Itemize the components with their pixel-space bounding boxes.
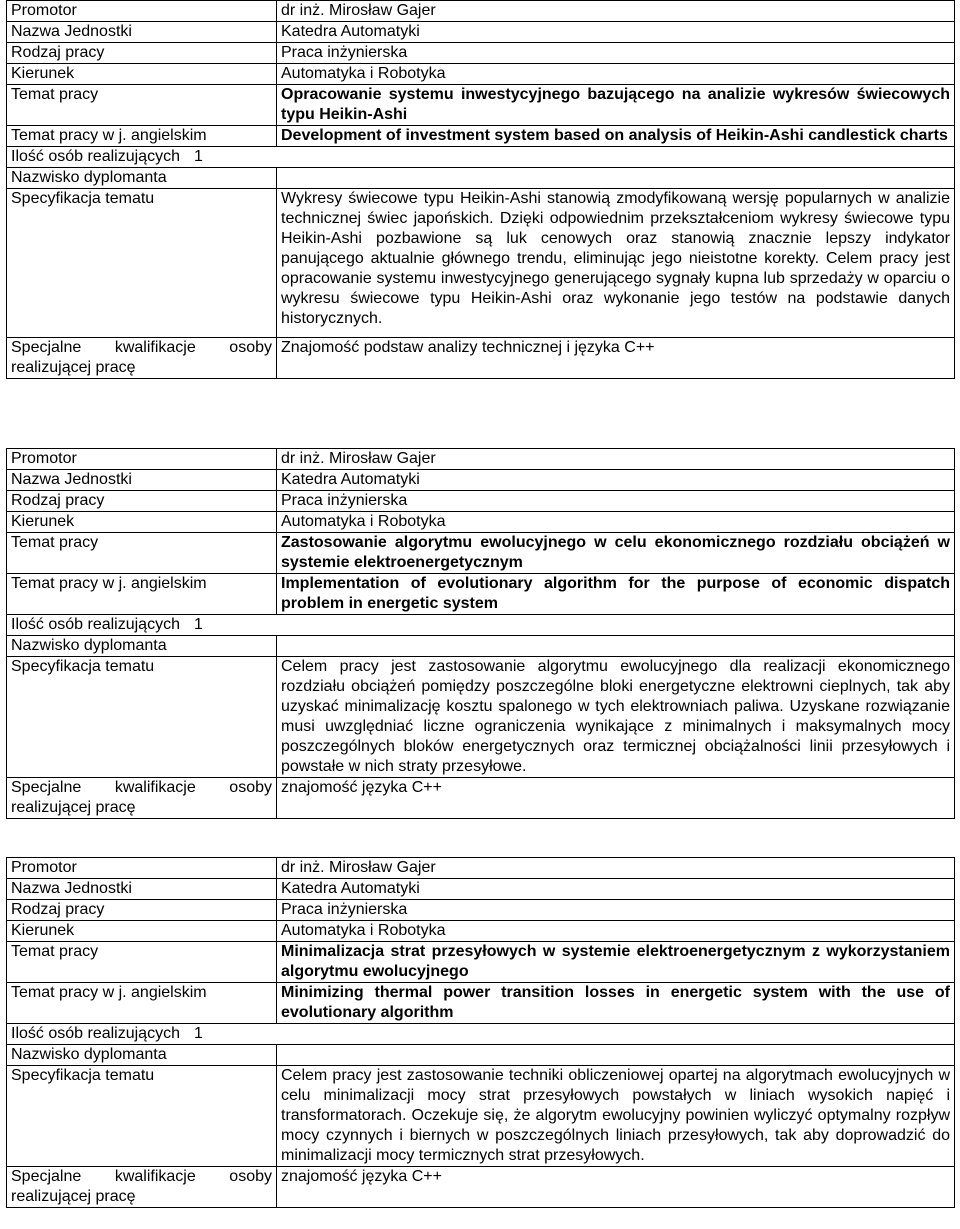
row-temat (7, 85, 955, 126)
ilosc-label: Ilość osób realizujących (11, 1025, 180, 1042)
kwal-label-line1 (11, 338, 272, 358)
temat-label: Temat pracy (7, 942, 277, 983)
row-dyplomant (7, 636, 955, 657)
kwal-label-line1 (11, 1167, 272, 1187)
row-jednostka (7, 470, 955, 491)
thesis-record-2 (6, 448, 954, 819)
row-jednostka (7, 22, 955, 43)
thesis-table (6, 857, 955, 1208)
row-rodzaj (7, 43, 955, 64)
spec-label: Specyfikacja tematu (7, 1066, 277, 1167)
kwal-label-line1 (11, 778, 272, 798)
kwal-label-word3: osoby (229, 779, 272, 796)
ilosc-value: 1 (193, 148, 203, 165)
row-kierunek (7, 512, 955, 533)
row-spec (7, 657, 955, 778)
thesis-table (6, 0, 955, 379)
kwal-label-word1: Specjalne (11, 779, 82, 796)
kwal-label-word2: kwalifikacje (114, 339, 196, 356)
temat-en-label: Temat pracy w j. angielskim (7, 574, 277, 615)
promotor-label: Promotor (7, 1, 277, 22)
spec-label: Specyfikacja tematu (7, 657, 277, 778)
jednostka-value: Katedra Automatyki (277, 470, 955, 491)
spec-label: Specyfikacja tematu (7, 189, 277, 338)
kwal-label-word3: osoby (229, 339, 272, 356)
promotor-value: dr inż. Mirosław Gajer (277, 449, 955, 470)
row-ilosc (7, 147, 955, 168)
temat-en-value: Minimizing thermal power transition losses in energetic system with the use of evolutionary algorithm (277, 983, 955, 1024)
row-temat (7, 533, 955, 574)
jednostka-value: Katedra Automatyki (277, 22, 955, 43)
kwal-value: Znajomość podstaw analizy technicznej i języka C++ (277, 338, 955, 379)
row-temat-en (7, 574, 955, 615)
row-kwalifikacje (7, 778, 955, 819)
kwal-label-word3: osoby (229, 1168, 272, 1185)
rodzaj-label: Rodzaj pracy (7, 43, 277, 64)
row-temat (7, 942, 955, 983)
ilosc-value: 1 (193, 616, 203, 633)
dyplomant-value (277, 1045, 955, 1066)
row-spec (7, 1066, 955, 1167)
dyplomant-value (277, 168, 955, 189)
row-promotor (7, 858, 955, 879)
thesis-record-3 (6, 857, 954, 1208)
ilosc-label: Ilość osób realizujących (11, 148, 180, 165)
kierunek-value: Automatyka i Robotyka (277, 921, 955, 942)
kwal-value: znajomość języka C++ (277, 1167, 955, 1208)
kwal-label-word1: Specjalne (11, 1168, 82, 1185)
kierunek-label: Kierunek (7, 921, 277, 942)
promotor-label: Promotor (7, 449, 277, 470)
ilosc-label: Ilość osób realizujących (11, 616, 180, 633)
temat-value: Minimalizacja strat przesyłowych w systemie elektroenergetycznym z wykorzystaniem algorytmu ewolucyjnego (277, 942, 955, 983)
temat-value: Zastosowanie algorytmu ewolucyjnego w celu ekonomicznego rozdziału obciążeń w systemie elektroenergetycznym (277, 533, 955, 574)
promotor-value: dr inż. Mirosław Gajer (277, 1, 955, 22)
ilosc-cell (7, 147, 955, 168)
jednostka-value: Katedra Automatyki (277, 879, 955, 900)
temat-label: Temat pracy (7, 533, 277, 574)
kierunek-value: Automatyka i Robotyka (277, 512, 955, 533)
row-temat-en (7, 983, 955, 1024)
ilosc-cell (7, 615, 955, 636)
kwal-value: znajomość języka C++ (277, 778, 955, 819)
dyplomant-label: Nazwisko dyplomanta (7, 1045, 277, 1066)
kierunek-label: Kierunek (7, 512, 277, 533)
row-ilosc (7, 615, 955, 636)
row-temat-en (7, 126, 955, 147)
dyplomant-value (277, 636, 955, 657)
kierunek-value: Automatyka i Robotyka (277, 64, 955, 85)
kierunek-label: Kierunek (7, 64, 277, 85)
kwal-label-line2: realizującej pracę (11, 799, 136, 816)
jednostka-label: Nazwa Jednostki (7, 879, 277, 900)
ilosc-cell (7, 1024, 955, 1045)
row-kierunek (7, 921, 955, 942)
spec-value: Celem pracy jest zastosowanie techniki obliczeniowej opartej na algorytmach ewolucyjnych w celu minimalizacji mocy strat przesyłowych powstałych w liniach wysokich napięć i transformatorach. Oczekuje się, że algorytm ewolucyjny powinien wyliczyć optymalny rozpływ mocy czynnych i biernych w poszczególnych liniach przesyłowych, tak aby doprowadzić do minimalizacji mocy termicznych strat przesyłowych. (277, 1066, 955, 1167)
promotor-label: Promotor (7, 858, 277, 879)
thesis-table (6, 448, 955, 819)
ilosc-value: 1 (193, 1025, 203, 1042)
kwal-label (7, 338, 277, 379)
row-kwalifikacje (7, 1167, 955, 1208)
row-dyplomant (7, 168, 955, 189)
rodzaj-value: Praca inżynierska (277, 43, 955, 64)
promotor-value: dr inż. Mirosław Gajer (277, 858, 955, 879)
row-promotor (7, 449, 955, 470)
kwal-label-word2: kwalifikacje (114, 1168, 196, 1185)
dyplomant-label: Nazwisko dyplomanta (7, 636, 277, 657)
thesis-record-1 (6, 0, 954, 379)
kwal-label (7, 1167, 277, 1208)
row-kwalifikacje (7, 338, 955, 379)
kwal-label-word2: kwalifikacje (114, 779, 196, 796)
row-rodzaj (7, 491, 955, 512)
row-dyplomant (7, 1045, 955, 1066)
row-promotor (7, 1, 955, 22)
temat-en-label: Temat pracy w j. angielskim (7, 126, 277, 147)
row-jednostka (7, 879, 955, 900)
jednostka-label: Nazwa Jednostki (7, 22, 277, 43)
spec-value: Wykresy świecowe typu Heikin-Ashi stanowią zmodyfikowaną wersję popularnych w analizie technicznej świec japońskich. Dzięki odpowiednim przekształceniom wykresy świecowe typu Heikin-Ashi pozbawione są luk cenowych oraz stanowią znacznie lepszy indykator panującego aktualnie głównego trendu, eliminując jego nieistotne korekty. Celem pracy jest opracowanie systemu inwestycyjnego generującego sygnały kupna lub sprzedaży w oparciu o wykresu świecowe typu Heikin-Ashi oraz wykonanie jego testów na podstawie danych historycznych. (277, 189, 955, 338)
temat-label: Temat pracy (7, 85, 277, 126)
rodzaj-label: Rodzaj pracy (7, 491, 277, 512)
rodzaj-value: Praca inżynierska (277, 491, 955, 512)
temat-value: Opracowanie systemu inwestycyjnego bazującego na analizie wykresów świecowych typu Heikin-Ashi (277, 85, 955, 126)
temat-en-value: Implementation of evolutionary algorithm for the purpose of economic dispatch problem in energetic system (277, 574, 955, 615)
kwal-label-line2: realizującej pracę (11, 1188, 136, 1205)
rodzaj-label: Rodzaj pracy (7, 900, 277, 921)
row-ilosc (7, 1024, 955, 1045)
kwal-label-word1: Specjalne (11, 339, 82, 356)
jednostka-label: Nazwa Jednostki (7, 470, 277, 491)
row-spec (7, 189, 955, 338)
dyplomant-label: Nazwisko dyplomanta (7, 168, 277, 189)
kwal-label (7, 778, 277, 819)
spec-value: Celem pracy jest zastosowanie algorytmu ewolucyjnego dla realizacji ekonomicznego rozdziału obciążeń pomiędzy poszczególne bloki energetyczne elektrowni cieplnych, tak aby uzyskać minimalizację kosztu spalonego w tych elektrowniach paliwa. Uzyskane rozwiązanie musi uwzględniać liczne ograniczenia wynikające z minimalnych i maksymalnych mocy poszczególnych bloków energetycznych oraz termicznej obciążalności linii przesyłowych i powstałe w nich straty przesyłowe. (277, 657, 955, 778)
row-kierunek (7, 64, 955, 85)
kwal-label-line2: realizującej pracę (11, 359, 136, 376)
temat-en-value: Development of investment system based on analysis of Heikin-Ashi candlestick charts (277, 126, 955, 147)
rodzaj-value: Praca inżynierska (277, 900, 955, 921)
row-rodzaj (7, 900, 955, 921)
temat-en-label: Temat pracy w j. angielskim (7, 983, 277, 1024)
